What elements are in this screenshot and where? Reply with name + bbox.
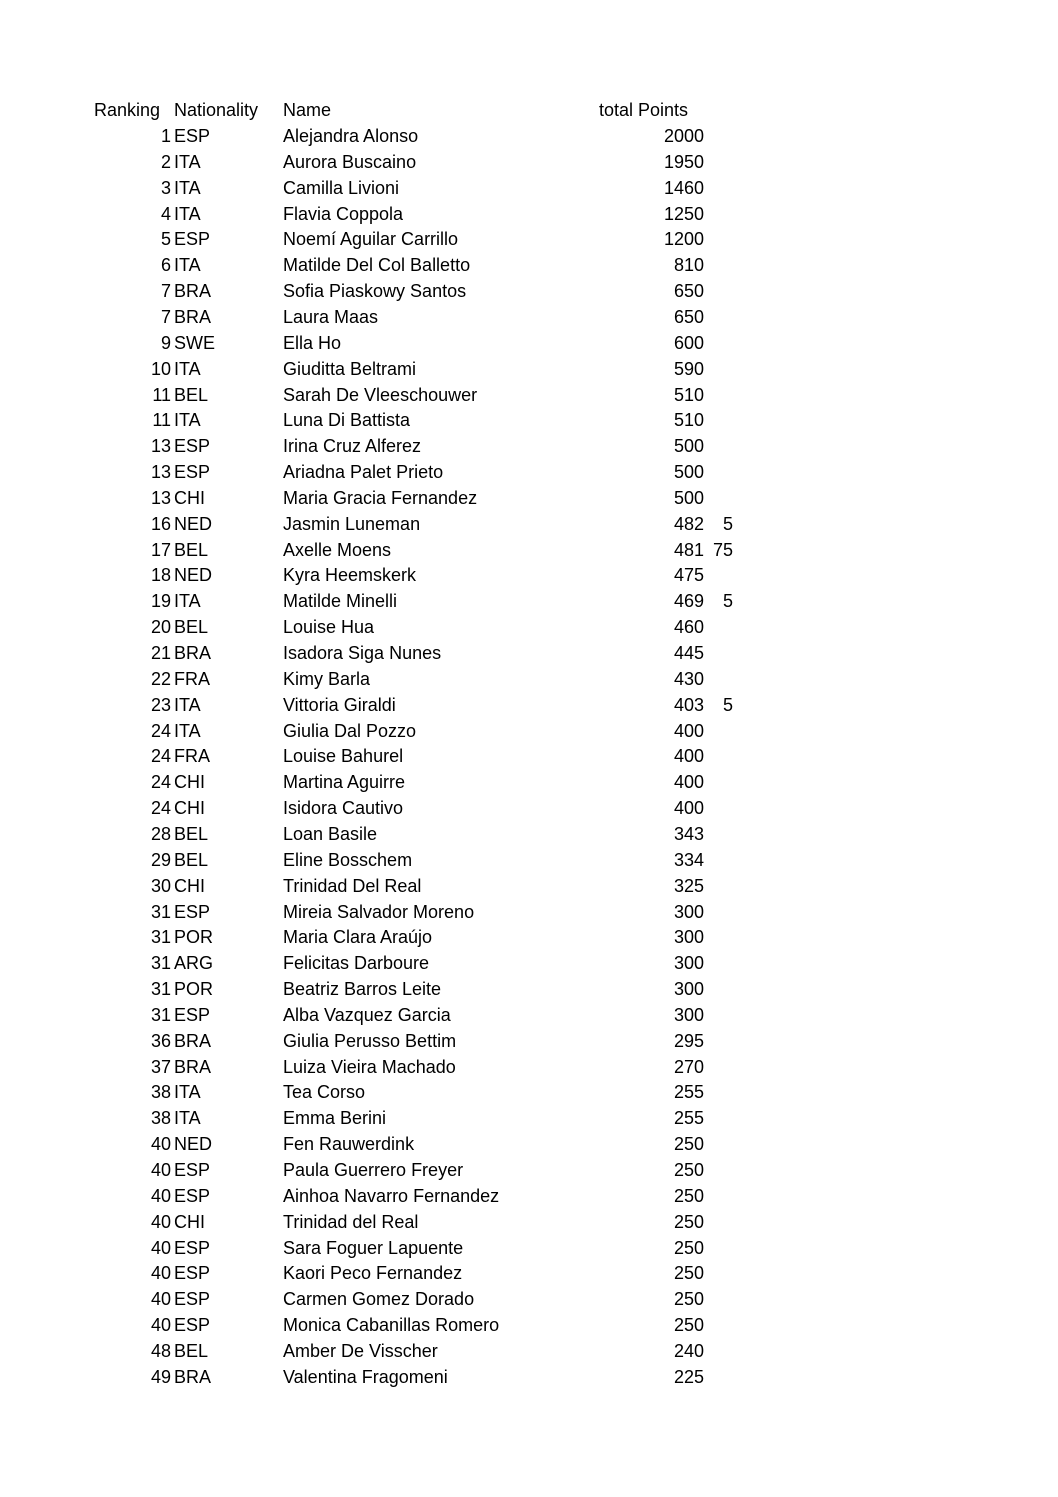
table-row (0, 1312, 1058, 1338)
points-cell: 1200 (663, 229, 704, 250)
table-row (0, 1054, 1058, 1080)
name-cell: Ainhoa Navarro Fernandez (283, 1185, 500, 1206)
points-cell: 400 (673, 798, 704, 819)
table-row (0, 123, 1058, 149)
points-cell: 240 (673, 1340, 704, 1361)
nationality-cell: BEL (174, 849, 209, 870)
points-cell: 300 (673, 927, 704, 948)
rank-cell: 37 (150, 1056, 171, 1077)
table-row (0, 743, 1058, 769)
name-cell: Paula Guerrero Freyer (283, 1160, 464, 1180)
nationality-cell: ESP (174, 1004, 211, 1025)
nationality-cell: ITA (174, 203, 201, 224)
nationality-cell: NED (174, 1134, 213, 1155)
nationality-cell: ESP (174, 126, 211, 146)
rank-cell: 3 (160, 177, 171, 198)
rank-cell: 31 (150, 927, 171, 948)
table-row (0, 924, 1058, 950)
table-row (0, 1157, 1058, 1183)
points-cell: 810 (673, 255, 704, 276)
table-row (0, 718, 1058, 744)
name-cell: Sarah De Vleeschouwer (283, 384, 478, 405)
name-cell: Kaori Peco Fernandez (283, 1263, 463, 1284)
rank-cell: 40 (150, 1185, 171, 1206)
name-cell: Sofia Piaskowy Santos (283, 281, 467, 302)
rank-cell: 40 (150, 1237, 171, 1258)
points-cell: 600 (673, 332, 704, 353)
name-cell: Alba Vazquez Garcia (283, 1004, 451, 1025)
nationality-cell: NED (174, 565, 213, 586)
name-cell: Martina Aguirre (283, 772, 406, 793)
rank-cell: 40 (150, 1263, 171, 1284)
table-row (0, 252, 1058, 278)
nationality-cell: ITA (174, 694, 201, 715)
points-cell: 400 (673, 746, 704, 767)
name-cell: Vittoria Giraldi (283, 694, 396, 715)
points-cell: 250 (673, 1237, 704, 1258)
rank-cell: 13 (150, 436, 171, 457)
name-cell: Giulia Perusso Bettim (283, 1030, 457, 1051)
points-cell: 1950 (663, 151, 704, 172)
points-cell: 300 (673, 1004, 704, 1025)
table-row (0, 1028, 1058, 1054)
extra-points-cell: 5 (722, 591, 733, 612)
name-cell: Camilla Livioni (283, 177, 400, 198)
points-cell: 295 (673, 1030, 704, 1051)
rank-cell: 20 (150, 617, 171, 638)
rank-cell: 11 (152, 384, 171, 405)
points-cell: 430 (673, 668, 704, 689)
rank-cell: 24 (150, 772, 171, 793)
table-row (0, 1183, 1058, 1209)
rank-cell: 49 (150, 1366, 171, 1387)
rank-cell: 9 (160, 332, 171, 353)
name-cell: Loan Basile (283, 823, 378, 844)
name-cell: Kimy Barla (283, 668, 371, 689)
rank-cell: 17 (150, 539, 171, 560)
nationality-cell: NED (174, 513, 213, 534)
name-cell: Trinidad Del Real (283, 875, 422, 896)
table-row (0, 201, 1058, 227)
rank-cell: 24 (150, 746, 171, 767)
name-cell: Amber De Visscher (283, 1340, 438, 1361)
points-cell: 500 (673, 487, 704, 508)
nationality-cell: ESP (174, 1237, 211, 1258)
name-cell: Carmen Gomez Dorado (283, 1289, 475, 1310)
nationality-cell: FRA (174, 746, 210, 767)
rank-cell: 31 (150, 901, 171, 922)
rank-cell: 18 (150, 565, 171, 586)
rank-cell: 31 (150, 1004, 171, 1025)
name-cell: Laura Maas (283, 306, 379, 327)
table-row (0, 382, 1058, 408)
table-row (0, 485, 1058, 511)
table-row (0, 1209, 1058, 1235)
points-cell: 334 (673, 849, 704, 870)
nationality-cell: BRA (174, 281, 212, 302)
table-row (0, 1235, 1058, 1261)
nationality-cell: ESP (174, 901, 211, 922)
nationality-cell: ITA (174, 151, 201, 172)
nationality-cell: SWE (174, 332, 216, 353)
points-cell: 250 (673, 1263, 704, 1284)
rank-cell: 38 (150, 1108, 171, 1129)
nationality-cell: BRA (174, 306, 212, 327)
nationality-cell: CHI (174, 798, 205, 819)
header-row (0, 97, 1058, 123)
points-cell: 475 (673, 565, 704, 586)
name-cell: Ariadna Palet Prieto (283, 462, 444, 483)
points-cell: 225 (673, 1366, 704, 1387)
rank-cell: 31 (150, 979, 171, 1000)
table-row (0, 511, 1058, 537)
nationality-cell: ITA (174, 720, 201, 741)
rank-cell: 40 (150, 1134, 171, 1155)
name-cell: Aurora Buscaino (283, 151, 417, 172)
points-cell: 255 (673, 1082, 704, 1103)
table-row (0, 976, 1058, 1002)
points-cell: 250 (673, 1134, 704, 1155)
points-cell: 250 (673, 1185, 704, 1206)
name-cell: Jasmin Luneman (283, 513, 421, 534)
rank-cell: 2 (160, 151, 171, 172)
table-row (0, 950, 1058, 976)
nationality-cell: ITA (174, 1108, 201, 1129)
nationality-cell: ARG (174, 953, 214, 974)
nationality-cell: BEL (174, 1340, 209, 1361)
nationality-cell: ITA (174, 255, 201, 276)
points-cell: 400 (673, 772, 704, 793)
rank-cell: 28 (150, 823, 171, 844)
rank-cell: 10 (150, 358, 171, 379)
nationality-cell: POR (174, 927, 214, 948)
points-cell: 403 (673, 694, 704, 715)
rank-cell: 29 (150, 849, 171, 870)
nationality-cell: ESP (174, 1289, 211, 1310)
nationality-cell: BEL (174, 539, 209, 560)
table-row (0, 821, 1058, 847)
nationality-cell: ITA (174, 358, 201, 379)
table-row (0, 769, 1058, 795)
nationality-cell: ITA (174, 1082, 201, 1103)
name-cell: Sara Foguer Lapuente (283, 1237, 464, 1258)
rank-cell: 13 (150, 487, 171, 508)
points-cell: 250 (673, 1315, 704, 1336)
nationality-cell: ESP (174, 1315, 211, 1336)
nationality-cell: CHI (174, 875, 205, 896)
rank-cell: 6 (160, 255, 171, 276)
table-row (0, 1364, 1058, 1390)
table-row (0, 899, 1058, 925)
points-cell: 500 (673, 436, 704, 457)
points-cell: 510 (673, 384, 704, 405)
rank-cell: 21 (150, 643, 171, 663)
nationality-cell: ITA (174, 410, 201, 431)
name-cell: Ella Ho (283, 332, 342, 353)
table-row (0, 278, 1058, 304)
rank-cell: 40 (150, 1289, 171, 1310)
name-cell: Irina Cruz Alferez (283, 436, 422, 457)
name-header: Name (283, 100, 332, 120)
nationality-cell: ESP (174, 436, 211, 457)
table-row (0, 1105, 1058, 1131)
name-cell: Tea Corso (283, 1082, 366, 1103)
table-row (0, 588, 1058, 614)
name-cell: Mireia Salvador Moreno (283, 901, 475, 922)
table-row (0, 873, 1058, 899)
points-cell: 1460 (663, 177, 704, 198)
nationality-cell: CHI (174, 1211, 205, 1232)
table-row (0, 537, 1058, 563)
points-cell: 400 (673, 720, 704, 741)
name-cell: Alejandra Alonso (283, 126, 419, 146)
rank-cell: 16 (150, 513, 171, 534)
name-cell: Louise Bahurel (283, 746, 404, 767)
name-cell: Louise Hua (283, 617, 375, 638)
points-cell: 250 (673, 1211, 704, 1232)
nationality-cell: ESP (174, 229, 211, 250)
nationality-cell: ESP (174, 1160, 211, 1180)
rank-cell: 38 (150, 1082, 171, 1103)
name-cell: Luiza Vieira Machado (283, 1056, 456, 1077)
rank-cell: 31 (150, 953, 171, 974)
points-cell: 460 (673, 617, 704, 638)
table-row (0, 614, 1058, 640)
name-cell: Beatriz Barros Leite (283, 979, 442, 1000)
nationality-cell: CHI (174, 772, 205, 793)
name-cell: Monica Cabanillas Romero (283, 1315, 500, 1336)
points-cell: 590 (673, 358, 704, 379)
nationality-cell: ESP (174, 1263, 211, 1284)
name-cell: Matilde Del Col Balletto (283, 255, 471, 276)
name-cell: Valentina Fragomeni (283, 1366, 448, 1387)
points-cell: 255 (673, 1108, 704, 1129)
extra-points-cell: 5 (722, 513, 733, 534)
table-row (0, 847, 1058, 873)
points-cell: 469 (673, 591, 704, 612)
name-cell: Fen Rauwerdink (283, 1134, 415, 1155)
nationality-cell: BEL (174, 384, 209, 405)
table-row (0, 433, 1058, 459)
rank-cell: 19 (150, 591, 171, 612)
nationality-cell: BEL (174, 617, 209, 638)
nationality-cell: ITA (174, 177, 201, 198)
table-row (0, 1286, 1058, 1312)
points-cell: 1250 (663, 203, 704, 224)
name-cell: Trinidad del Real (283, 1211, 419, 1232)
nationality-cell: CHI (174, 487, 205, 508)
name-cell: Eline Bosschem (283, 849, 413, 870)
table-row (0, 226, 1058, 252)
table-row (0, 356, 1058, 382)
nationality-cell: POR (174, 979, 214, 1000)
table-row (0, 459, 1058, 485)
nationality-cell: FRA (174, 668, 210, 689)
table-row (0, 175, 1058, 201)
name-cell: Giuditta Beltrami (283, 358, 417, 379)
rank-cell: 23 (150, 694, 171, 715)
name-cell: Maria Clara Araújo (283, 927, 433, 948)
points-cell: 250 (673, 1289, 704, 1310)
table-row (0, 692, 1058, 718)
table-row (0, 330, 1058, 356)
rank-cell: 4 (160, 203, 171, 224)
nationality-cell: BRA (174, 1030, 212, 1051)
nationality-cell: ESP (174, 462, 211, 483)
points-cell: 300 (673, 953, 704, 974)
points-cell: 650 (673, 281, 704, 302)
rank-cell: 11 (152, 410, 171, 431)
table-row (0, 562, 1058, 588)
nationality-header: Nationality (174, 100, 259, 120)
table-row (0, 795, 1058, 821)
points-cell: 500 (673, 462, 704, 483)
points-cell: 2000 (663, 126, 704, 146)
name-cell: Isadora Siga Nunes (283, 643, 442, 663)
table-row (0, 407, 1058, 433)
nationality-cell: BRA (174, 1056, 212, 1077)
name-cell: Axelle Moens (283, 539, 392, 560)
name-cell: Emma Berini (283, 1108, 387, 1129)
points-cell: 250 (673, 1160, 704, 1180)
rank-cell: 13 (150, 462, 171, 483)
rank-cell: 30 (150, 875, 171, 896)
points-cell: 300 (673, 979, 704, 1000)
nationality-cell: BEL (174, 823, 209, 844)
points-cell: 510 (673, 410, 704, 431)
rank-cell: 36 (150, 1030, 171, 1051)
name-cell: Kyra Heemskerk (283, 565, 417, 586)
ranking-header: Ranking (94, 100, 161, 120)
rank-cell: 5 (160, 229, 171, 250)
rank-cell: 24 (150, 798, 171, 819)
points-cell: 445 (673, 643, 704, 663)
name-cell: Giulia Dal Pozzo (283, 720, 417, 741)
table-row (0, 1079, 1058, 1105)
rank-cell: 40 (150, 1211, 171, 1232)
nationality-cell: ESP (174, 1185, 211, 1206)
nationality-cell: BRA (174, 643, 212, 663)
table-row (0, 666, 1058, 692)
table-row (0, 1338, 1058, 1364)
nationality-cell: ITA (174, 591, 201, 612)
name-cell: Luna Di Battista (283, 410, 411, 431)
points-cell: 325 (673, 875, 704, 896)
rank-cell: 40 (150, 1315, 171, 1336)
points-cell: 300 (673, 901, 704, 922)
rank-cell: 7 (160, 306, 171, 327)
rank-cell: 24 (150, 720, 171, 741)
nationality-cell: BRA (174, 1366, 212, 1387)
points-cell: 482 (673, 513, 704, 534)
table-row (0, 1260, 1058, 1286)
points-cell: 650 (673, 306, 704, 327)
name-cell: Maria Gracia Fernandez (283, 487, 478, 508)
name-cell: Noemí Aguilar Carrillo (283, 229, 459, 250)
table-row (0, 304, 1058, 330)
points-cell: 481 (673, 539, 704, 560)
name-cell: Isidora Cautivo (283, 798, 404, 819)
points-cell: 270 (673, 1056, 704, 1077)
rank-cell: 1 (160, 126, 171, 146)
rank-cell: 48 (150, 1340, 171, 1361)
points-cell: 343 (673, 823, 704, 844)
table-row (0, 1002, 1058, 1028)
name-cell: Matilde Minelli (283, 591, 398, 612)
name-cell: Flavia Coppola (283, 203, 404, 224)
table-row (0, 1131, 1058, 1157)
total-points-header: total Points (599, 100, 689, 120)
extra-points-cell: 5 (722, 694, 733, 715)
table-row (0, 640, 1058, 666)
extra-points-cell: 75 (712, 539, 733, 560)
rank-cell: 7 (160, 281, 171, 302)
rank-cell: 22 (150, 668, 171, 689)
rank-cell: 40 (150, 1160, 171, 1180)
name-cell: Felicitas Darboure (283, 953, 430, 974)
table-row (0, 149, 1058, 175)
